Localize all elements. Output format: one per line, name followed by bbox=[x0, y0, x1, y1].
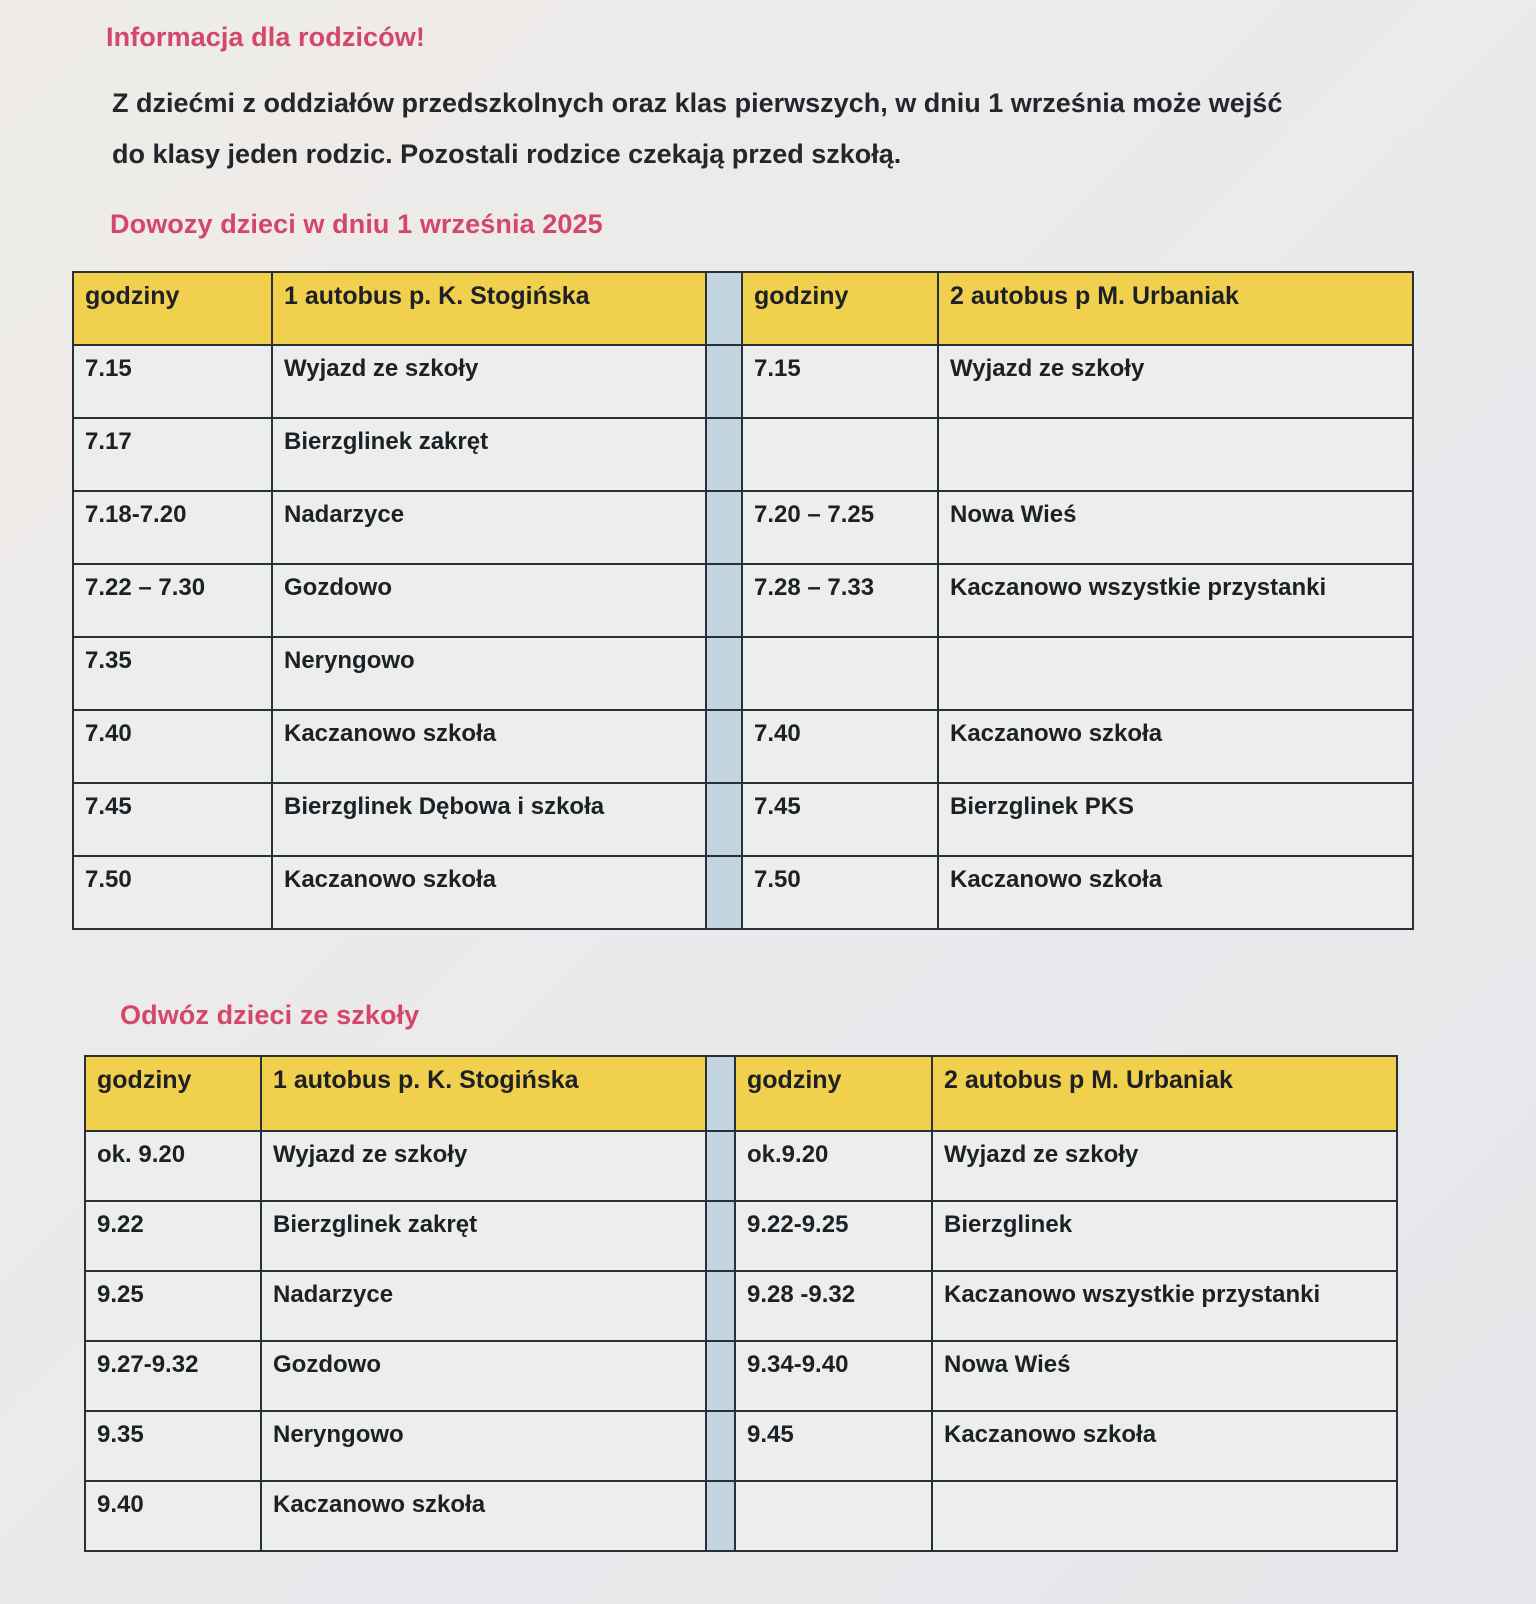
table-row bbox=[73, 637, 1413, 710]
column-header-hours-bus1: godziny bbox=[85, 1056, 261, 1131]
column-separator bbox=[706, 856, 742, 929]
column-separator bbox=[706, 710, 742, 783]
table-row bbox=[85, 1271, 1397, 1341]
column-header-hours-bus2: godziny bbox=[735, 1056, 932, 1131]
column-separator bbox=[706, 637, 742, 710]
cell-hours-bus2: 7.15 bbox=[742, 345, 938, 418]
column-separator bbox=[706, 783, 742, 856]
cell-stop-bus1: Wyjazd ze szkoły bbox=[261, 1131, 706, 1201]
cell-stop-bus1: Neryngowo bbox=[261, 1411, 706, 1481]
table-row bbox=[85, 1481, 1397, 1551]
cell-stop-bus1: Bierzglinek Dębowa i szkoła bbox=[272, 783, 706, 856]
table-row bbox=[73, 345, 1413, 418]
cell-hours-bus1: 9.27-9.32 bbox=[85, 1341, 261, 1411]
table-row bbox=[85, 1131, 1397, 1201]
column-header-hours-bus1: godziny bbox=[73, 272, 272, 345]
cell-stop-bus1: Gozdowo bbox=[272, 564, 706, 637]
table-row bbox=[73, 491, 1413, 564]
column-separator bbox=[706, 345, 742, 418]
cell-hours-bus1: 9.22 bbox=[85, 1201, 261, 1271]
column-separator bbox=[706, 1341, 735, 1411]
cell-hours-bus1: 9.40 bbox=[85, 1481, 261, 1551]
cell-hours-bus1: 7.45 bbox=[73, 783, 272, 856]
column-header-bus1: 1 autobus p. K. Stogińska bbox=[261, 1056, 706, 1131]
cell-hours-bus2: 7.50 bbox=[742, 856, 938, 929]
cell-stop-bus1: Kaczanowo szkoła bbox=[261, 1481, 706, 1551]
column-separator bbox=[706, 564, 742, 637]
cell-hours-bus2 bbox=[742, 418, 938, 491]
column-separator bbox=[706, 1131, 735, 1201]
cell-stop-bus1: Neryngowo bbox=[272, 637, 706, 710]
cell-stop-bus1: Gozdowo bbox=[261, 1341, 706, 1411]
column-separator bbox=[706, 1411, 735, 1481]
notice-paragraph-line-1: Z dziećmi z oddziałów przedszkolnych oraz klas pierwszych, w dniu 1 września może wejść bbox=[112, 88, 1283, 118]
notice-paragraph-line-2: do klasy jeden rodzic. Pozostali rodzice czekają przed szkołą. bbox=[112, 139, 902, 169]
cell-stop-bus2: Kaczanowo wszystkie przystanki bbox=[938, 564, 1413, 637]
cell-stop-bus2: Nowa Wieś bbox=[932, 1341, 1397, 1411]
column-separator bbox=[706, 491, 742, 564]
cell-stop-bus2: Kaczanowo szkoła bbox=[938, 856, 1413, 929]
cell-hours-bus2: 7.20 – 7.25 bbox=[742, 491, 938, 564]
cell-hours-bus1: 7.40 bbox=[73, 710, 272, 783]
cell-stop-bus1: Nadarzyce bbox=[261, 1271, 706, 1341]
cell-hours-bus2: 9.34-9.40 bbox=[735, 1341, 932, 1411]
cell-stop-bus2: Kaczanowo wszystkie przystanki bbox=[932, 1271, 1397, 1341]
table-header-row bbox=[85, 1056, 1397, 1131]
column-header-bus2: 2 autobus p M. Urbaniak bbox=[932, 1056, 1397, 1131]
table-row bbox=[73, 564, 1413, 637]
cell-hours-bus1: 7.22 – 7.30 bbox=[73, 564, 272, 637]
cell-hours-bus2: 7.40 bbox=[742, 710, 938, 783]
cell-stop-bus2 bbox=[932, 1481, 1397, 1551]
table-row bbox=[73, 783, 1413, 856]
cell-hours-bus1: 7.35 bbox=[73, 637, 272, 710]
cell-stop-bus2: Bierzglinek bbox=[932, 1201, 1397, 1271]
table-row bbox=[85, 1341, 1397, 1411]
cell-hours-bus1: 7.50 bbox=[73, 856, 272, 929]
cell-stop-bus1: Nadarzyce bbox=[272, 491, 706, 564]
column-separator bbox=[706, 1481, 735, 1551]
cell-hours-bus2: 7.28 – 7.33 bbox=[742, 564, 938, 637]
arrivals-section-title: Dowozy dzieci w dniu 1 września 2025 bbox=[110, 209, 603, 239]
cell-hours-bus2: 9.28 -9.32 bbox=[735, 1271, 932, 1341]
column-separator bbox=[706, 272, 742, 345]
cell-hours-bus2: 9.45 bbox=[735, 1411, 932, 1481]
cell-stop-bus2: Kaczanowo szkoła bbox=[932, 1411, 1397, 1481]
cell-stop-bus2 bbox=[938, 637, 1413, 710]
cell-hours-bus1: 9.25 bbox=[85, 1271, 261, 1341]
cell-hours-bus1: ok. 9.20 bbox=[85, 1131, 261, 1201]
cell-stop-bus1: Kaczanowo szkoła bbox=[272, 856, 706, 929]
departures-section-title: Odwóz dzieci ze szkoły bbox=[120, 1000, 420, 1030]
cell-stop-bus2: Kaczanowo szkoła bbox=[938, 710, 1413, 783]
cell-hours-bus1: 9.35 bbox=[85, 1411, 261, 1481]
cell-hours-bus1: 7.17 bbox=[73, 418, 272, 491]
cell-hours-bus2 bbox=[742, 637, 938, 710]
table-row bbox=[73, 856, 1413, 929]
cell-stop-bus1: Bierzglinek zakręt bbox=[261, 1201, 706, 1271]
cell-hours-bus1: 7.18-7.20 bbox=[73, 491, 272, 564]
cell-stop-bus2: Nowa Wieś bbox=[938, 491, 1413, 564]
cell-stop-bus1: Kaczanowo szkoła bbox=[272, 710, 706, 783]
cell-stop-bus1: Wyjazd ze szkoły bbox=[272, 345, 706, 418]
column-separator bbox=[706, 1056, 735, 1131]
cell-stop-bus2: Wyjazd ze szkoły bbox=[932, 1131, 1397, 1201]
cell-stop-bus1: Bierzglinek zakręt bbox=[272, 418, 706, 491]
column-header-bus2: 2 autobus p M. Urbaniak bbox=[938, 272, 1413, 345]
departures-table-body bbox=[85, 1131, 1397, 1551]
column-separator bbox=[706, 418, 742, 491]
cell-stop-bus2: Wyjazd ze szkoły bbox=[938, 345, 1413, 418]
table-row bbox=[73, 418, 1413, 491]
column-separator bbox=[706, 1201, 735, 1271]
column-header-bus1: 1 autobus p. K. Stogińska bbox=[272, 272, 706, 345]
table-row bbox=[73, 710, 1413, 783]
table-row bbox=[85, 1411, 1397, 1481]
table-header-row bbox=[73, 272, 1413, 345]
column-header-hours-bus2: godziny bbox=[742, 272, 938, 345]
cell-stop-bus2 bbox=[938, 418, 1413, 491]
cell-hours-bus1: 7.15 bbox=[73, 345, 272, 418]
table-row bbox=[85, 1201, 1397, 1271]
arrivals-schedule-table bbox=[72, 271, 1414, 930]
arrivals-table-body bbox=[73, 345, 1413, 929]
cell-hours-bus2: 9.22-9.25 bbox=[735, 1201, 932, 1271]
cell-hours-bus2: ok.9.20 bbox=[735, 1131, 932, 1201]
page-title: Informacja dla rodziców! bbox=[106, 22, 425, 52]
departures-schedule-table bbox=[84, 1055, 1398, 1552]
cell-hours-bus2: 7.45 bbox=[742, 783, 938, 856]
cell-hours-bus2 bbox=[735, 1481, 932, 1551]
column-separator bbox=[706, 1271, 735, 1341]
cell-stop-bus2: Bierzglinek PKS bbox=[938, 783, 1413, 856]
